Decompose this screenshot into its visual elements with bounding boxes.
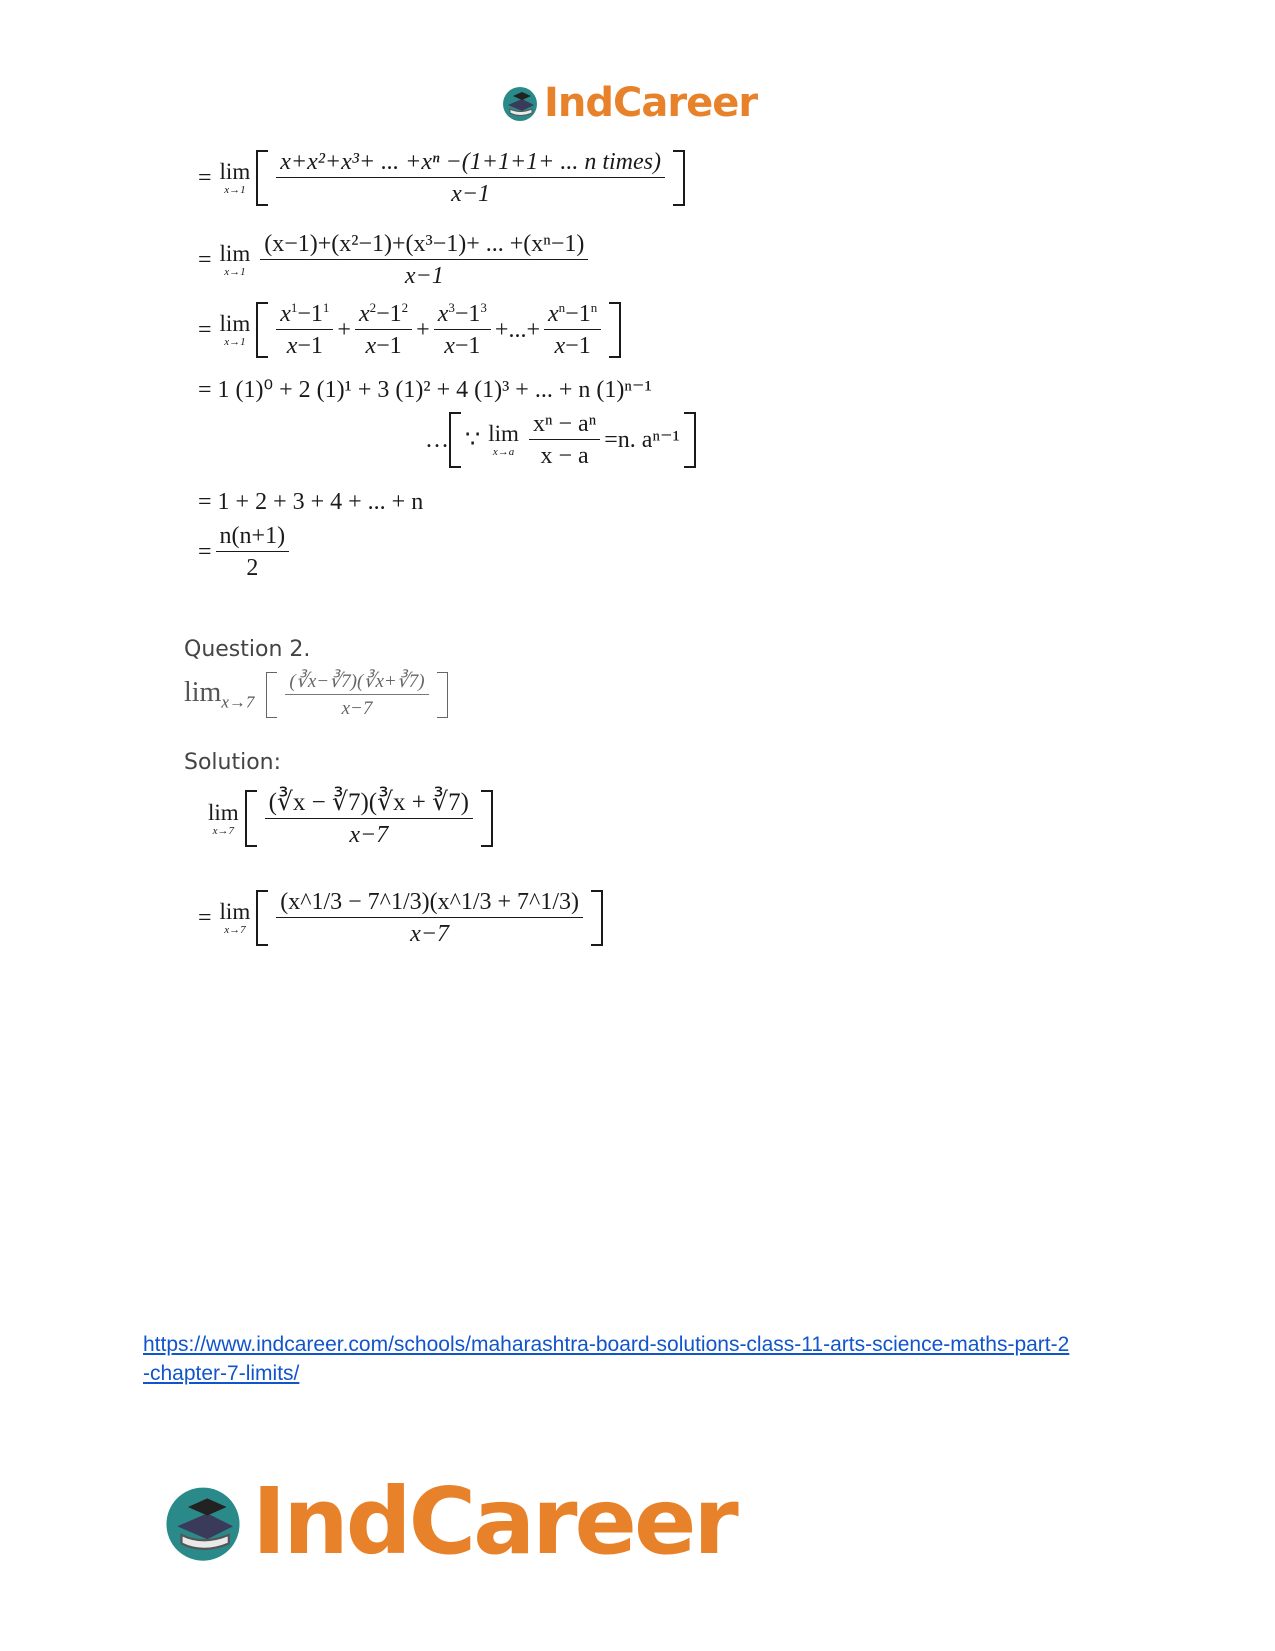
- footer-logo: [160, 1468, 736, 1575]
- equation-line-6: [198, 490, 423, 514]
- bracket-right: [609, 302, 621, 358]
- question-heading: Question 2.: [184, 637, 311, 662]
- fraction-numerator: (∛x − ∛7)(∛x + ∛7): [268, 789, 469, 816]
- solution-step-1: lim x→7 $\frac{(∛x - ∛7)(∛x + ∛7)}{x-7}$: [200, 790, 493, 847]
- bracket-left: [256, 302, 268, 358]
- fraction-numerator: x+x²+x³+ ... +xⁿ −(1+1+1+ ... n times): [280, 149, 661, 175]
- fraction-numerator: (x^1/3 − 7^1/3)(x^1/3 + 7^1/3): [280, 889, 579, 915]
- bracket-left: [256, 150, 268, 206]
- source-url-link[interactable]: https://www.indcareer.com/schools/maharashtra-board-solutions-class-11-arts-science-maths-part-2-chapter-7-limits/: [143, 1333, 1070, 1385]
- fraction-denominator: 2: [246, 555, 259, 581]
- bracket-right: [673, 150, 685, 206]
- bracket-left: [256, 890, 268, 946]
- brand-name: IndCareer: [544, 80, 758, 126]
- fraction-denominator: x−7: [349, 822, 389, 848]
- fraction-numerator: n(n+1): [219, 523, 286, 549]
- fraction-numerator: (∛x−∛7)(∛x+∛7): [289, 671, 425, 692]
- bracket-right: [437, 672, 448, 718]
- question-formula: $\lim_{x\to 7}$ $\frac{(∛x-∛7)(∛x+∛7)}{x-7}$: [184, 672, 448, 718]
- equation-line-2: = lim x→1 $\frac{\text{(x−1)+(x²−1)+(x³−1)+ ... +(xⁿ−1)}}{x-1}$: [198, 232, 592, 288]
- bracket-left: [266, 672, 277, 718]
- equation-line-3: = lim x→1 $\frac{x^1-1^1}{x-1}$ + $\frac{x^2-1^2}{x-1}$ + $\frac{x^3-1^3}{x-1}$ +...+ $\frac{x^n-1^n}{x-1}$: [198, 302, 621, 358]
- bracket-right: [591, 890, 603, 946]
- graduation-cap-book-icon: [500, 83, 540, 123]
- bracket-right: [684, 412, 696, 468]
- equation-line-1: = lim x→1 $\frac{\text{x+x²+x³+ ... +xⁿ −(1+1+1+ ... n times)}}{x-1}$: [198, 150, 685, 206]
- bracket-left: [449, 412, 461, 468]
- equation-line-5-hint: … ∵ lim x→a $\frac{\text{xⁿ − aⁿ}}{x - a}$ =n. aⁿ⁻¹: [425, 412, 696, 468]
- equation-text: = 1 + 2 + 3 + 4 + ... + n: [198, 489, 424, 515]
- fraction-numerator: (x−1)+(x²−1)+(x³−1)+ ... +(xⁿ−1): [264, 231, 585, 257]
- bracket-right: [481, 790, 493, 847]
- fraction-denominator: x−1: [451, 181, 491, 207]
- equation-text: = 1 (1)⁰ + 2 (1)¹ + 3 (1)² + 4 (1)³ + ... + n (1)ⁿ⁻¹: [198, 377, 652, 403]
- fraction-denominator: x−7: [341, 698, 373, 719]
- fraction-denominator: x−1: [404, 263, 444, 289]
- fraction-numerator: xⁿ − aⁿ: [532, 411, 597, 437]
- solution-heading: Solution:: [184, 750, 282, 775]
- solution-step-2: = lim x→7 $\frac{(x\^{}1/3 - 7\^{}1/3)(x\^{}1/3 + 7\^{}1/3)}{x-7}$: [198, 890, 603, 946]
- header-logo: [500, 80, 757, 126]
- equation-rhs: =n. aⁿ⁻¹: [604, 427, 680, 453]
- equation-line-4: [198, 378, 652, 402]
- equation-line-7: = $\frac{n(n+1)}{2}$: [198, 524, 293, 580]
- fraction-denominator: x−7: [410, 921, 450, 947]
- brand-name: IndCareer: [252, 1468, 736, 1575]
- fraction-denominator: x − a: [540, 443, 589, 469]
- graduation-cap-book-icon: [160, 1479, 246, 1565]
- bracket-left: [245, 790, 257, 847]
